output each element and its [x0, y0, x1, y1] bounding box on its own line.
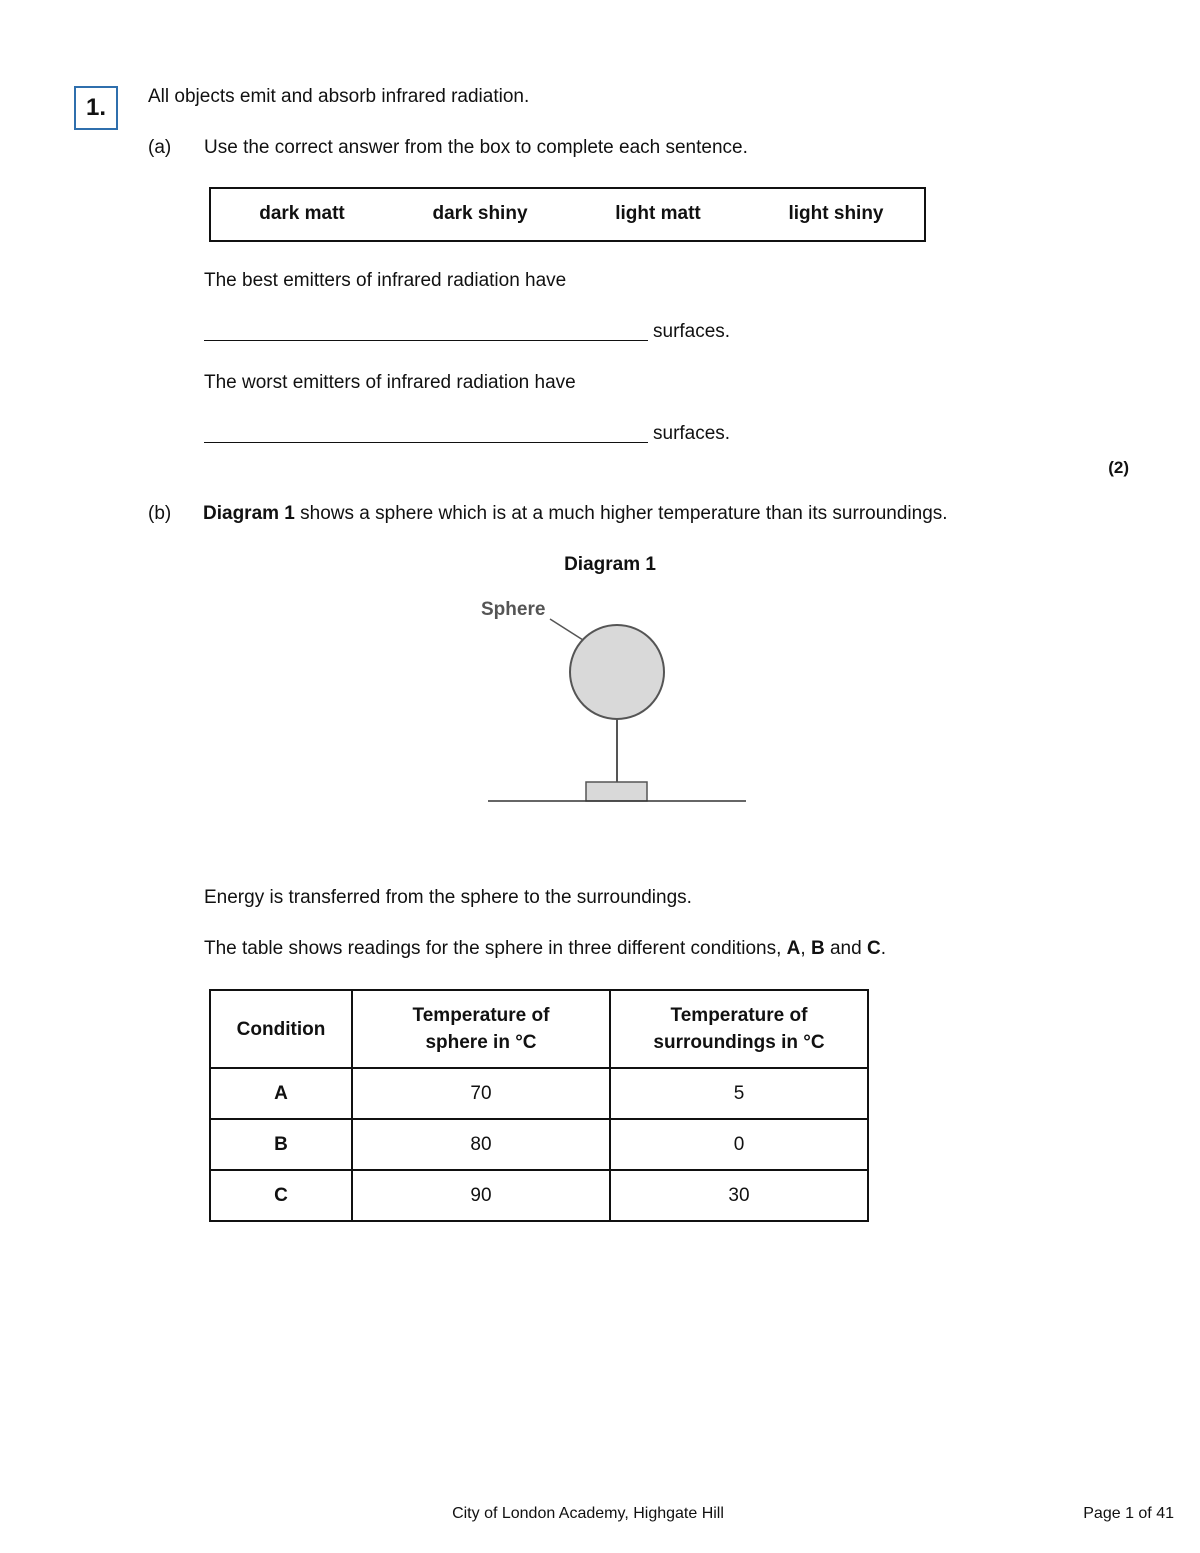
- question-number: 1.: [74, 86, 118, 130]
- header-surroundings-temperature-line1: Temperature of: [670, 1005, 808, 1026]
- part-b-lead: [203, 502, 948, 526]
- part-b-lead-rest: shows a sphere which is at a much higher temperature than its surroundings.: [294, 503, 948, 524]
- table-header-row: [210, 990, 868, 1068]
- header-sphere-temperature-line2: sphere in °C: [425, 1032, 537, 1053]
- condition-ref-c: C: [866, 938, 881, 959]
- option-dark-shiny: dark shiny: [432, 203, 528, 224]
- answer-blank-1[interactable]: [204, 340, 648, 341]
- sphere-diagram: [470, 590, 760, 810]
- part-a-label: (a): [148, 137, 172, 158]
- header-condition: [210, 990, 352, 1068]
- condition-ref-b: B: [810, 938, 825, 959]
- sentence-best-emitters: The best emitters of infrared radiation have: [204, 270, 567, 291]
- cell-surroundings-temperature: 5: [610, 1068, 868, 1119]
- header-sphere-temperature-line1: Temperature of: [412, 1005, 550, 1026]
- header-surroundings-temperature-line2: surroundings in °C: [653, 1032, 825, 1053]
- option-light-shiny: light shiny: [788, 203, 884, 224]
- cell-sphere-temperature: 80: [352, 1119, 610, 1170]
- sphere-stand-base: [586, 782, 647, 801]
- footer-page-number: Page 1 of 41: [1083, 1505, 1174, 1522]
- marks-a: (2): [1108, 458, 1129, 477]
- header-sphere-temperature: [352, 990, 610, 1068]
- sphere: [570, 625, 664, 719]
- cell-condition: C: [210, 1170, 352, 1221]
- cell-surroundings-temperature: 0: [610, 1119, 868, 1170]
- option-light-matt: light matt: [615, 203, 701, 224]
- part-a-instruction: Use the correct answer from the box to complete each sentence.: [204, 137, 748, 158]
- cell-surroundings-temperature: 30: [610, 1170, 868, 1221]
- table-row: [210, 1170, 868, 1221]
- diagram-reference: Diagram 1: [203, 503, 295, 524]
- surfaces-suffix-2: surfaces.: [653, 423, 731, 444]
- table-row: [210, 1068, 868, 1119]
- readings-table: [209, 989, 869, 1222]
- cell-condition: B: [210, 1119, 352, 1170]
- table-intro-start: The table shows readings for the sphere in three different conditions,: [204, 938, 787, 959]
- part-b-label: (b): [148, 503, 172, 524]
- sphere-label: Sphere: [481, 599, 546, 620]
- sphere-label-leader: [550, 619, 583, 640]
- question-intro: All objects emit and absorb infrared radiation.: [148, 86, 530, 107]
- table-intro-text: [204, 937, 886, 961]
- surfaces-suffix-1: surfaces.: [653, 321, 731, 342]
- energy-transfer-text: Energy is transferred from the sphere to the surroundings.: [204, 887, 692, 908]
- cell-condition: A: [210, 1068, 352, 1119]
- table-intro-and: and: [824, 938, 867, 959]
- cell-sphere-temperature: 70: [352, 1068, 610, 1119]
- header-surroundings-temperature: [610, 990, 868, 1068]
- condition-ref-a: A: [786, 938, 801, 959]
- table-intro-comma: ,: [800, 938, 811, 959]
- footer-school: City of London Academy, Highgate Hill: [452, 1505, 724, 1522]
- table-row: [210, 1119, 868, 1170]
- table-intro-end: .: [880, 938, 886, 959]
- answer-blank-2[interactable]: [204, 442, 648, 443]
- header-condition-text: Condition: [236, 1018, 326, 1040]
- option-dark-matt: dark matt: [259, 203, 345, 224]
- cell-sphere-temperature: 90: [352, 1170, 610, 1221]
- diagram-title: Diagram 1: [564, 554, 656, 575]
- sentence-worst-emitters: The worst emitters of infrared radiation have: [204, 372, 576, 393]
- answer-options-box: [209, 187, 926, 242]
